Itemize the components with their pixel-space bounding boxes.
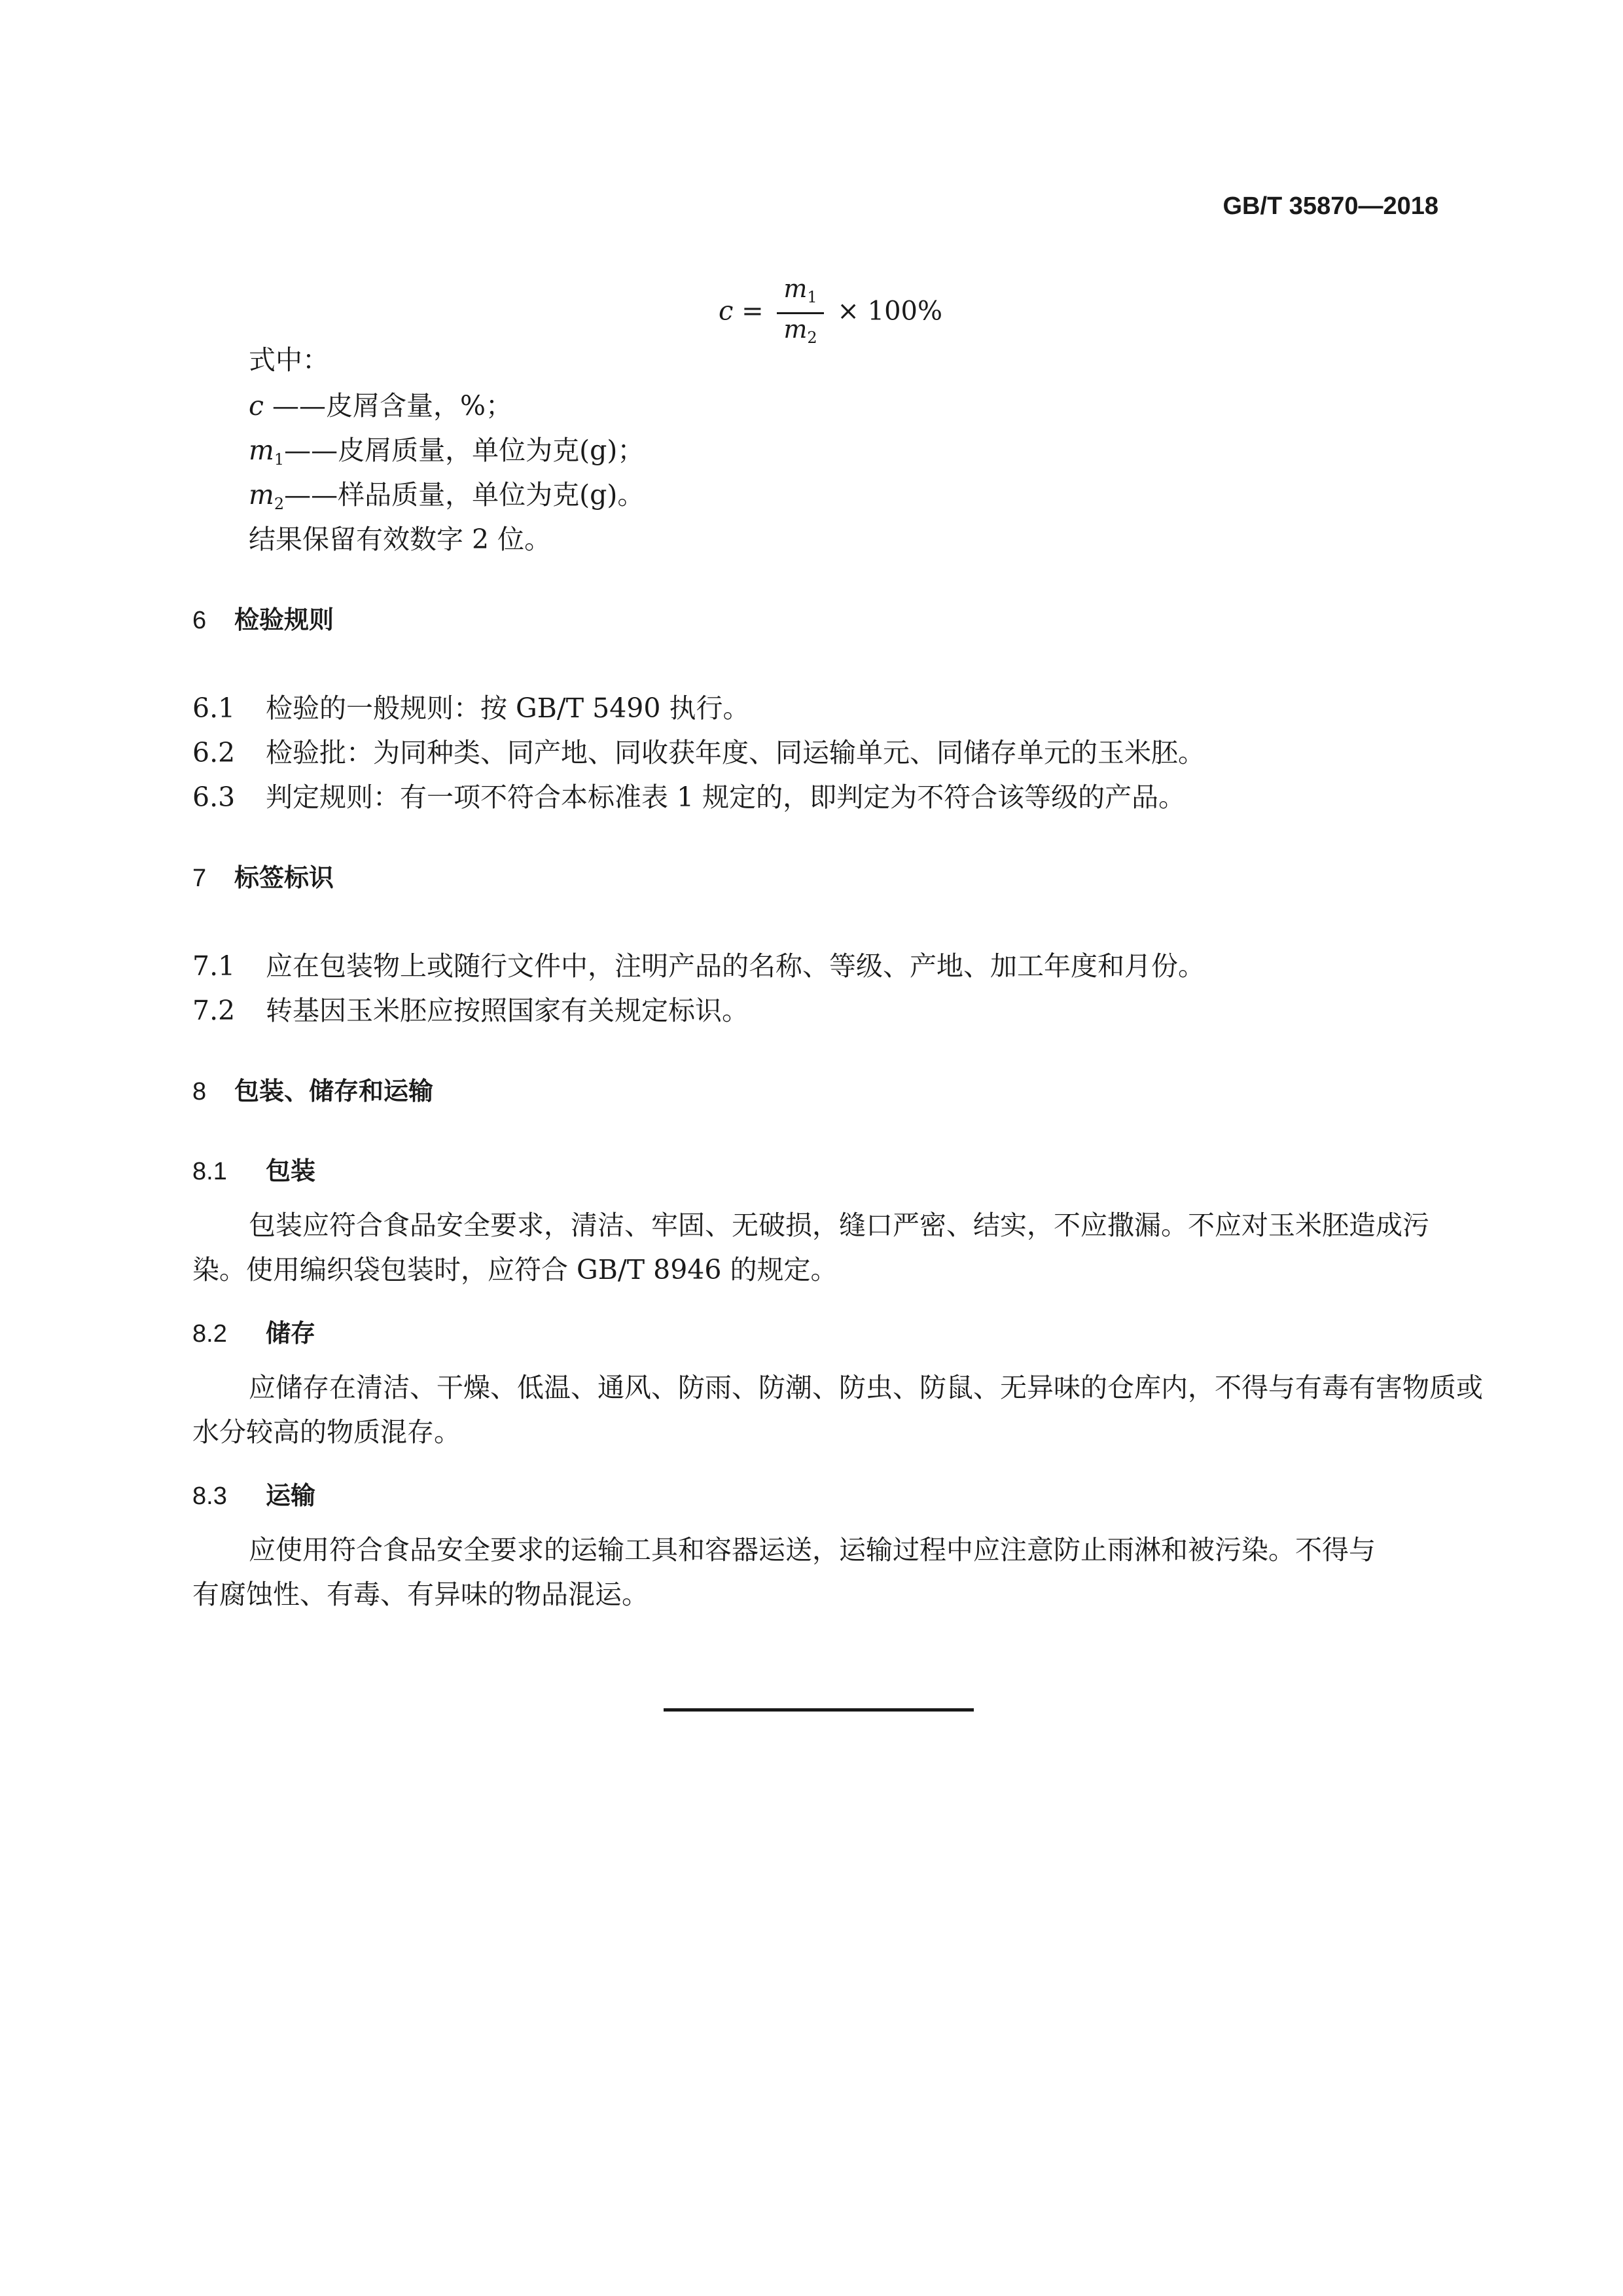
section-8-heading xyxy=(192,1079,433,1105)
subsection-number: 8.3 xyxy=(192,1482,227,1510)
subsection-title: 包装 xyxy=(266,1158,316,1185)
subsection-8-1-heading xyxy=(192,1158,315,1185)
clause-text: 转基因玉米胚应按照国家有关规定标识。 xyxy=(266,995,749,1026)
where-desc: 皮屑质量，单位为克(g)； xyxy=(338,435,645,466)
section-title: 包装、储存和运输 xyxy=(234,1078,434,1105)
where-desc: 皮屑含量，%； xyxy=(326,390,512,422)
section-title: 标签标识 xyxy=(234,865,334,892)
subsection-title: 运输 xyxy=(266,1482,316,1510)
clause-number: 7.1 xyxy=(192,950,236,982)
where-dash: —— xyxy=(284,479,338,511)
transport-paragraph-line: 有腐蚀性、有毒、有异味的物品混运。 xyxy=(192,1579,649,1610)
standard-code: GB/T 35870—2018 xyxy=(1222,192,1438,220)
where-dash: —— xyxy=(263,390,327,422)
denominator-var: m xyxy=(783,315,808,344)
where-sub: 2 xyxy=(274,495,285,513)
subsection-number: 8.2 xyxy=(192,1320,227,1348)
section-number: 8 xyxy=(192,1078,207,1105)
clause-text: 判定规则：有一项不符合本标准表 1 规定的，即判定为不符合该等级的产品。 xyxy=(266,781,1186,813)
subsection-8-2-heading xyxy=(192,1321,315,1347)
subsection-8-3-heading xyxy=(192,1483,315,1509)
formula xyxy=(719,274,942,353)
clause-number: 6.1 xyxy=(192,692,236,724)
formula-fraction xyxy=(777,274,823,353)
where-dash: —— xyxy=(284,435,338,466)
where-desc: 样品质量，单位为克(g)。 xyxy=(338,479,645,511)
where-var: m xyxy=(249,435,274,466)
clause-6-2 xyxy=(192,737,1205,768)
clause-7-1 xyxy=(192,950,1205,982)
clause-7-2 xyxy=(192,997,749,1024)
clause-number: 6.3 xyxy=(192,781,236,813)
packaging-paragraph-line: 染。使用编织袋包装时，应符合 GB/T 8946 的规定。 xyxy=(192,1254,838,1285)
storage-paragraph-line: 水分较高的物质混存。 xyxy=(192,1416,461,1448)
section-7-heading xyxy=(192,865,334,891)
clause-number: 6.2 xyxy=(192,737,236,768)
formula-lhs: c xyxy=(719,296,734,327)
section-title: 检验规则 xyxy=(234,607,334,634)
formula-denominator xyxy=(777,314,823,353)
where-var: c xyxy=(249,390,264,422)
formula-numerator xyxy=(777,274,823,314)
result-note: 结果保留有效数字 2 位。 xyxy=(249,524,552,555)
section-number: 6 xyxy=(192,607,207,634)
numerator-sub: 1 xyxy=(807,288,817,306)
subsection-number: 8.1 xyxy=(192,1158,227,1185)
clause-text: 检验的一般规则：按 GB/T 5490 执行。 xyxy=(266,692,750,724)
where-var: m xyxy=(249,479,274,511)
section-number: 7 xyxy=(192,865,207,892)
where-item-m2 xyxy=(249,479,645,518)
formula-equals: = xyxy=(741,296,764,327)
where-item-m1 xyxy=(249,437,644,473)
section-6-heading xyxy=(192,607,334,634)
subsection-title: 储存 xyxy=(266,1320,316,1348)
end-of-document-rule xyxy=(664,1708,974,1712)
clause-6-1 xyxy=(192,692,750,724)
clause-number: 7.2 xyxy=(192,995,236,1026)
packaging-paragraph-line: 包装应符合食品安全要求，清洁、牢固、无破损，缝口严密、结实，不应撒漏。不应对玉米胚造成污 xyxy=(249,1210,1429,1241)
clause-text: 检验批：为同种类、同产地、同收获年度、同运输单元、同储存单元的玉米胚。 xyxy=(266,737,1205,768)
clause-6-3 xyxy=(192,781,1186,813)
denominator-sub: 2 xyxy=(807,329,817,347)
numerator-var: m xyxy=(783,274,808,303)
where-sub: 1 xyxy=(274,450,285,469)
clause-text: 应在包装物上或随行文件中，注明产品的名称、等级、产地、加工年度和月份。 xyxy=(266,950,1205,982)
formula-times: × 100% xyxy=(837,296,942,327)
where-intro: 式中： xyxy=(249,344,329,376)
storage-paragraph-line: 应储存在清洁、干燥、低温、通风、防雨、防潮、防虫、防鼠、无异味的仓库内，不得与有毒有害物质或 xyxy=(249,1372,1483,1403)
where-item-c xyxy=(249,390,512,422)
transport-paragraph-line: 应使用符合食品安全要求的运输工具和容器运送，运输过程中应注意防止雨淋和被污染。不得与 xyxy=(249,1534,1376,1566)
